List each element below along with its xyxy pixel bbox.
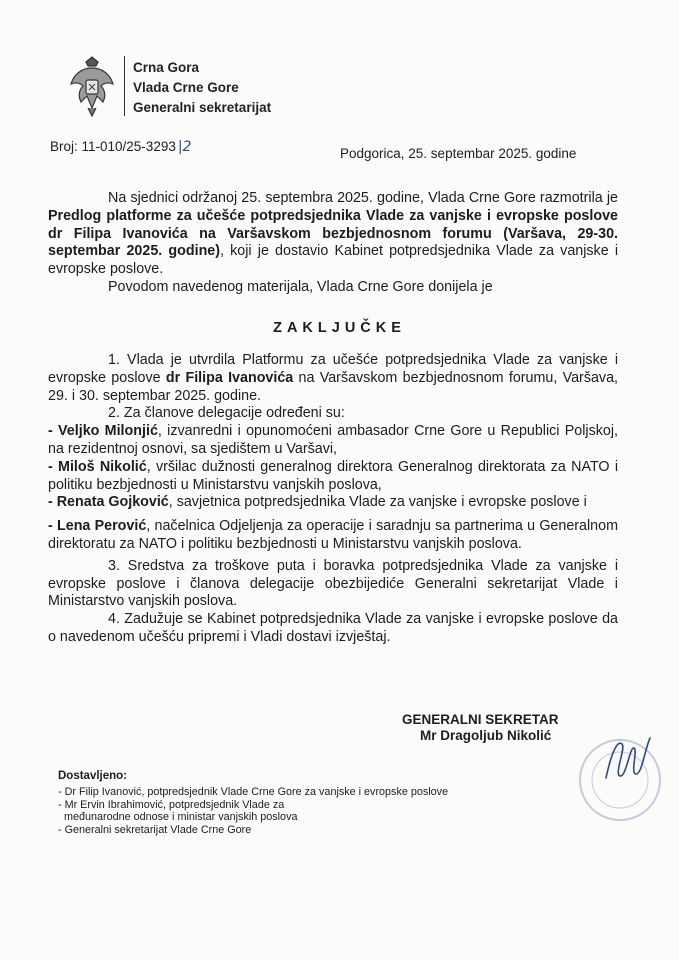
delegate-2-name: - Miloš Nikolić [48, 458, 147, 475]
intro-text-bold: Predlog platforme za učešće potpredsjednika Vlade za vanjske i evropske poslove dr Filipa Ivanovića na Varšavskom bezbjednosnom forumu (Varšava, 29-30. septembar 2025. godine) [48, 207, 618, 260]
coat-of-arms-icon [68, 56, 116, 118]
document-date: Podgorica, 25. septembar 2025. godine [340, 146, 577, 161]
delegate-4-text: , načelnica Odjeljenja za operacije i saradnju sa partnerima u Generalnom direktoratu za NATO i politiku bezbjednosti u Ministarstvu vanjskih poslova. [48, 518, 618, 552]
distribution-item: - Dr Filip Ivanović, potpredsjednik Vlade Crne Gore za vanjske i evropske poslove [58, 786, 449, 798]
header-government: Vlada Crne Gore [133, 80, 239, 95]
document-title: ZAKLJUČKE [273, 320, 406, 336]
item-1-text-a: 1. Vlada je utvrdila Platformu za učešće potpredsjednika Vlade za vanjske i evropske poslove [48, 352, 618, 386]
conclusions-body [48, 352, 618, 647]
intro-text-b: , koji je dostavio Kabinet potpredsjednika Vlade za vanjske i evropske poslove. [48, 243, 618, 278]
signatory-role: GENERALNI SEKRETAR [402, 712, 559, 727]
handwritten-suffix: |2 [177, 139, 192, 155]
item-3-text: 3. Sredstva za troškove puta i boravka potpredsjednika Vlade za vanjske i evropske poslove i članova delegacije obezbijediće Generalni sekretarijat Vlade i Ministarstvo vanjskih poslova. [48, 557, 618, 610]
reference-number [50, 139, 191, 155]
distribution-item: - Mr Ervin Ibrahimović, potpredsjednik Vlade za [58, 798, 285, 811]
item-2-text: 2. Za članove delegacije određeni su: [108, 405, 345, 422]
intro-paragraph [48, 190, 618, 297]
delegate-3-name: - Renata Gojković [48, 494, 169, 511]
distribution-label: Dostavljeno: [58, 770, 128, 782]
delegate-4-name: - Lena Perović [48, 518, 147, 535]
delegate-1-name: - Veljko Milonjić [48, 423, 158, 440]
header-divider [124, 56, 125, 116]
delegate-3-text: , savjetnica potpredsjednika Vlade za vanjske i evropske poslove i [168, 494, 587, 511]
intro-text-a: Na sjednici održanoj 25. septembra 2025. godine, Vlada Crne Gore razmotrila je [108, 190, 618, 206]
item-1-bold: dr Filipa Ivanovića [165, 369, 294, 386]
delegate-1-text: , izvanredni i opunomoćeni ambasador Crne Gore u Republici Poljskoj, na rezidentnoj osnovi, sa sjedištem u Varšavi, [48, 423, 619, 457]
header-secretariat: Generalni sekretarijat [133, 100, 272, 115]
header-country: Crna Gora [133, 60, 200, 75]
reference-number-text: Broj: 11-010/25-3293 [50, 139, 176, 154]
item-4-text: 4. Zadužuje se Kabinet potpredsjednika Vlade za vanjske i evropske poslove da o navedenom učešću pripremi i Vladi dostavi izvještaj. [48, 611, 618, 645]
item-1-text-b: na Varšavskom bezbjednosnom forumu, Varšava, 29. i 30. septembar 2025. godine. [48, 369, 618, 404]
handwritten-signature-icon [600, 730, 660, 790]
distribution-item: - Generalni sekretarijat Vlade Crne Gore [58, 823, 252, 836]
signatory-name: Mr Dragoljub Nikolić [420, 728, 552, 743]
intro-decision-line: Povodom navedenog materijala, Vlada Crne Gore donijela je [108, 278, 493, 295]
delegate-2-text: , vršilac dužnosti generalnog direktora Generalnog direktorata za NATO i politiku bezbjednosti u Ministarstvu vanjskih poslova, [48, 458, 618, 493]
distribution-item: međunarodne odnose i ministar vanjskih poslova [64, 811, 298, 823]
distribution-list [58, 786, 448, 836]
